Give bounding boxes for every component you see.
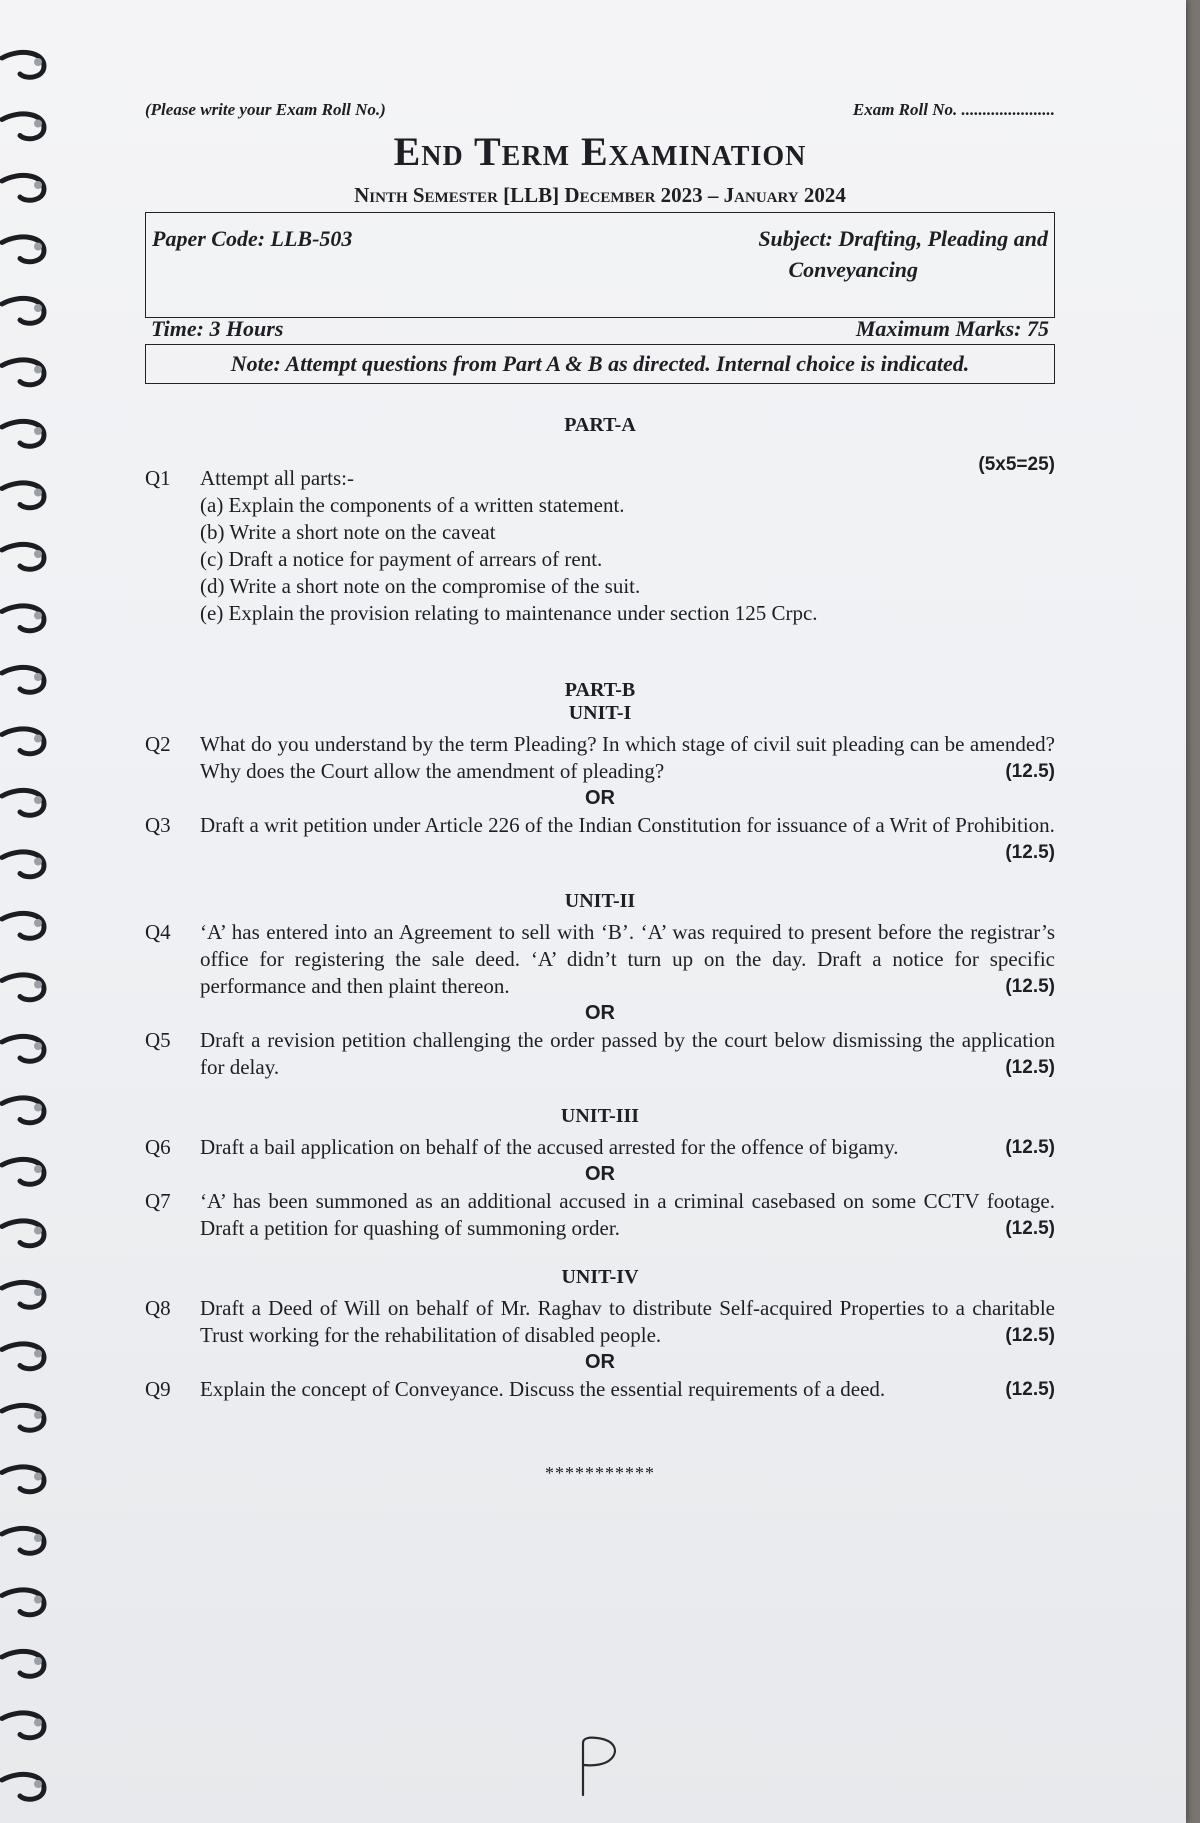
punch-hole <box>34 304 42 312</box>
question-q7 <box>145 1188 1055 1242</box>
part-b-heading: PART-B <box>564 679 636 701</box>
punch-hole <box>34 1473 42 1481</box>
question-q8 <box>145 1295 1055 1349</box>
question-marks: (12.5) <box>1005 842 1055 863</box>
question-number: Q3 <box>145 813 171 837</box>
punch-hole <box>34 673 42 681</box>
punch-hole <box>34 1534 42 1542</box>
question-text: Draft a Deed of Will on behalf of Mr. Raghav to distribute Self-acquired Properties to a charitable Trust working for the rehabilitation of disabled people. <box>200 1296 1055 1347</box>
question-q4 <box>145 919 1055 1000</box>
unit-2-heading: UNIT-II <box>564 890 636 912</box>
punch-hole <box>34 243 42 251</box>
question-q3 <box>145 812 1055 866</box>
q1-part-d: (d) Write a short note on the compromise of the suit. <box>200 574 641 598</box>
question-marks: (12.5) <box>1005 1325 1055 1346</box>
end-stars: *********** <box>545 1463 655 1483</box>
punch-hole <box>34 1104 42 1112</box>
question-marks: (12.5) <box>1005 1218 1055 1239</box>
question-text: ‘A’ has entered into an Agreement to sell with ‘B’. ‘A’ was required to present before the registrar’s office for registering the sale deed. ‘A’ didn’t turn up on the day. Draft a notice for specific performance and then plaint thereon. <box>200 920 1055 998</box>
q1-part-b: (b) Write a short note on the caveat <box>200 520 496 544</box>
punch-hole <box>34 919 42 927</box>
punch-hole <box>34 1657 42 1665</box>
subject-line-1: Subject: Drafting, Pleading and <box>758 226 1048 251</box>
q1-part-a: (a) Explain the components of a written statement. <box>200 493 625 517</box>
punch-hole <box>34 1780 42 1788</box>
roll-prompt: (Please write your Exam Roll No.) <box>145 100 386 119</box>
subject-line-2: Conveyancing <box>788 257 918 282</box>
unit-1-heading: UNIT-I <box>568 702 632 724</box>
question-text: ‘A’ has been summoned as an additional accused in a criminal casebased on some CCTV footage. Draft a petition for quashing of summoning order. <box>200 1189 1055 1240</box>
q1-part-e: (e) Explain the provision relating to maintenance under section 125 Crpc. <box>200 601 818 625</box>
question-q9 <box>145 1376 1055 1403</box>
question-text: What do you understand by the term Pleading? In which stage of civil suit pleading can be amended? Why does the Court allow the amendment of pleading? <box>200 732 1055 783</box>
question-number: Q9 <box>145 1377 171 1401</box>
question-marks: (12.5) <box>1005 1057 1055 1078</box>
punch-hole <box>34 735 42 743</box>
exam-title: End Term Examination <box>393 129 807 174</box>
question-number: Q4 <box>145 920 171 944</box>
punch-hole <box>34 1165 42 1173</box>
instructions-note: Note: Attempt questions from Part A & B as directed. Internal choice is indicated. <box>145 344 1055 384</box>
question-q5 <box>145 1027 1055 1081</box>
punch-hole <box>34 366 42 374</box>
punch-hole <box>34 489 42 497</box>
subject <box>758 223 1048 285</box>
time-allowed: Time: 3 Hours <box>151 316 284 341</box>
question-marks: (5x5=25) <box>978 454 1055 475</box>
paper-code: Paper Code: LLB-503 <box>152 226 353 251</box>
or-separator: OR <box>585 1351 615 1373</box>
question-text: Explain the concept of Conveyance. Discuss the essential requirements of a deed. <box>200 1377 886 1401</box>
handwritten-p-mark <box>575 1735 625 1797</box>
question-text: Draft a bail application on behalf of the accused arrested for the offence of bigamy. <box>200 1135 899 1159</box>
or-separator: OR <box>585 1002 615 1024</box>
punch-hole <box>34 981 42 989</box>
question-text: Draft a writ petition under Article 226 of the Indian Constitution for issuance of a Writ of Prohibition. <box>200 813 1055 837</box>
punch-hole <box>34 58 42 66</box>
question-marks: (12.5) <box>1005 976 1055 997</box>
question-marks: (12.5) <box>1005 1137 1055 1158</box>
punch-hole <box>34 1042 42 1050</box>
question-marks: (12.5) <box>1005 1379 1055 1400</box>
punch-hole <box>34 1227 42 1235</box>
part-a-heading: PART-A <box>564 414 636 436</box>
punch-hole <box>34 1288 42 1296</box>
punch-hole <box>34 612 42 620</box>
maximum-marks: Maximum Marks: 75 <box>855 316 1049 341</box>
punch-hole <box>34 796 42 804</box>
paper-info-box <box>145 212 1055 318</box>
or-separator: OR <box>585 1163 615 1185</box>
punch-hole <box>34 1719 42 1727</box>
question-number: Q5 <box>145 1028 171 1052</box>
question-number: Q7 <box>145 1189 171 1213</box>
punch-hole <box>34 1350 42 1358</box>
question-number: Q1 <box>145 466 171 490</box>
punch-hole <box>34 858 42 866</box>
punch-hole <box>34 550 42 558</box>
semester-line: Ninth Semester [LLB] December 2023 – January 2024 <box>354 183 846 207</box>
roll-row <box>145 100 1055 120</box>
punch-hole <box>34 120 42 128</box>
question-q2 <box>145 731 1055 785</box>
punch-hole <box>34 181 42 189</box>
q1-parts-list <box>200 492 1055 627</box>
question-number: Q8 <box>145 1296 171 1320</box>
spiral-binding <box>0 40 60 1820</box>
question-text: Draft a revision petition challenging the order passed by the court below dismissing the application for delay. <box>200 1028 1055 1079</box>
question-number: Q2 <box>145 732 171 756</box>
unit-3-heading: UNIT-III <box>560 1105 640 1127</box>
or-separator: OR <box>585 787 615 809</box>
punch-hole <box>34 1596 42 1604</box>
paper-content <box>145 100 1055 1484</box>
question-marks: (12.5) <box>1005 761 1055 782</box>
question-number: Q6 <box>145 1135 171 1159</box>
time-marks-row <box>145 316 1055 342</box>
q1-part-c: (c) Draft a notice for payment of arrears of rent. <box>200 547 603 571</box>
roll-field: Exam Roll No. ...................... <box>852 100 1055 119</box>
punch-hole <box>34 427 42 435</box>
question-text: Attempt all parts:- <box>200 466 354 490</box>
punch-hole <box>34 1411 42 1419</box>
question-q6 <box>145 1134 1055 1161</box>
question-q1 <box>145 454 1055 627</box>
unit-4-heading: UNIT-IV <box>561 1266 639 1288</box>
